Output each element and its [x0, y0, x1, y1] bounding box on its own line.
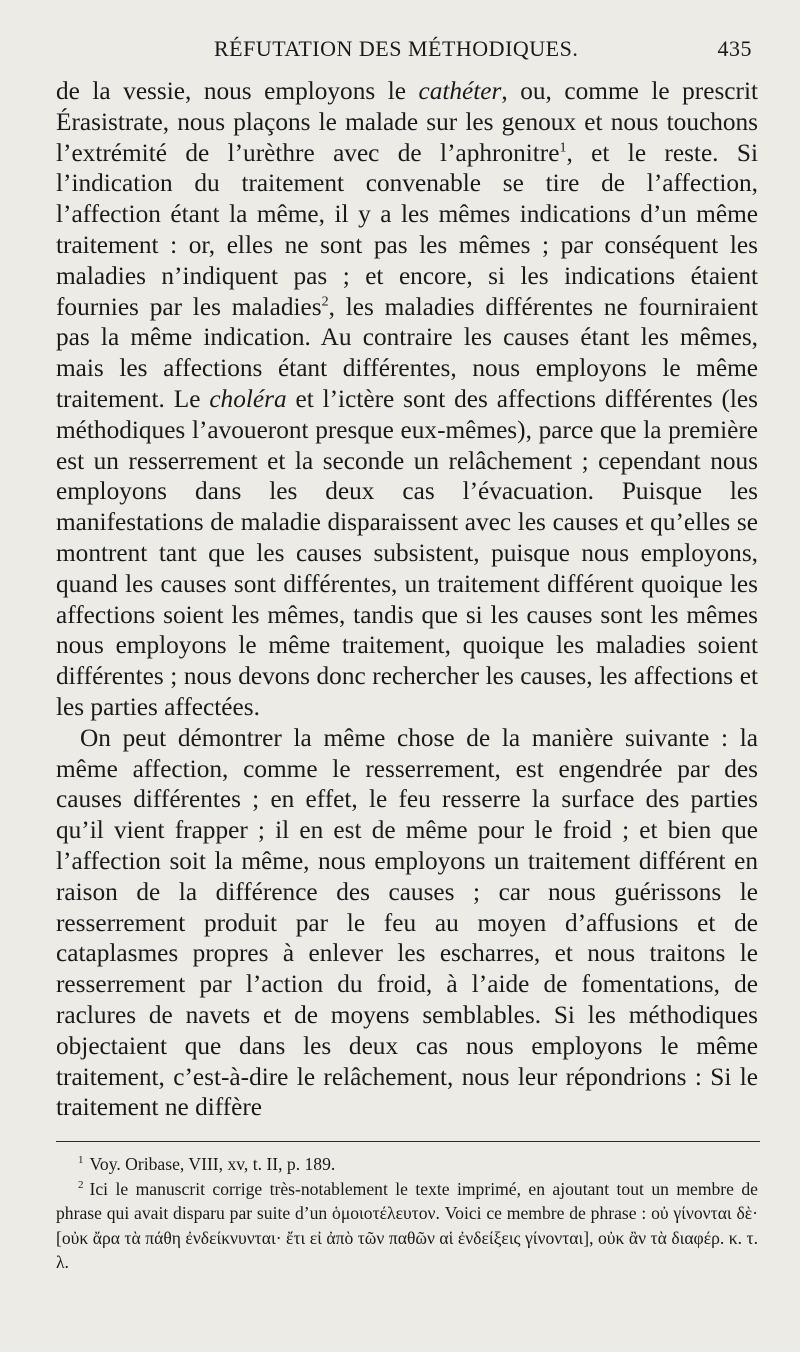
text-run: , les maladies différentes ne fourniraient pas la même indication. Au contraire les causes étant les mêmes, mais les affections étant différentes, nous employons le même traitement. Le: [56, 292, 758, 413]
text-run: , ou, comme le prescrit Érasistrate, nous plaçons le malade sur les genoux et nous touchons l’extrémité de l’urèthre avec de l’aphronitre: [56, 77, 759, 167]
footnote-2: [56, 1177, 758, 1275]
running-head: [56, 36, 758, 76]
footnote-text-1: Voy. Oribase, VIII, xv, t. II, p. 189.: [89, 1154, 336, 1175]
paragraph-1: [56, 76, 758, 723]
page-number: 435: [717, 36, 752, 61]
text-run: , et le reste. Si l’indication du traitement convenable se tire de l’affection, l’affection étant la même, il y a les mêmes indications d’un même traitement : or, elles ne sont pas les mêmes ; par conséquent les maladies n’indiquent pas ; et encore, si les indications étaient fournies par les maladies: [56, 138, 758, 321]
paragraph-2: On peut démontrer la même chose de la manière suivante : la même affection, comme le resserrement, est engendrée par des causes différentes ; en effet, le feu resserre la surface des parties qu’il vient frapper ; il en est de même pour le froid ; et bien que l’affection soit la même, nous employons un traitement différent en raison de la différence des causes ; car nous guérissons le resserrement produit par le feu au moyen d’affusions et de cataplasmes propres à enlever les escharres, et nous traitons le resserrement par l’action du froid, à l’aide de fomentations, de raclures de navets et de moyens semblables. Si les méthodiques objectaient que dans les deux cas nous employons le même traitement, c’est-à-dire le relâchement, nous leur répondrions : Si le traitement ne diffère: [56, 723, 758, 1122]
italic-term-catheter: cathéter: [418, 77, 502, 105]
text-run: et l’ictère sont des affections différentes (les méthodiques l’avoueront presque eux-mêmes), parce que la première est un resserrement et la seconde un relâchement ; cependant nous employons dans les deux cas l’évacuation. Puisque les manifestations de maladie disparaissent avec les causes et qu’elles se montrent tant que les causes subsistent, puisque nous employons, quand les causes sont différentes, un traitement différent quoique les affections soient les mêmes, tandis que si les causes sont les mêmes nous employons le même traitement, quoique les maladies soient différentes ; nous devons donc rechercher les causes, les affections et les parties affectées.: [56, 384, 758, 721]
italic-term-cholera: choléra: [209, 384, 287, 413]
footnote-mark-2: 2: [78, 1178, 84, 1191]
footnote-1: [56, 1152, 758, 1177]
text-run: de la vessie, nous employons le: [56, 77, 419, 105]
footnote-divider: [56, 1141, 760, 1142]
footnote-mark-1: 1: [78, 1154, 84, 1167]
main-text: [56, 76, 758, 1123]
footnote-reference-1[interactable]: 1: [559, 140, 567, 156]
footnotes: [56, 1152, 758, 1275]
footnote-reference-2[interactable]: 2: [321, 294, 329, 310]
footnote-text-2: Ici le manuscrit corrige très-notablement le texte imprimé, en ajoutant tout un membre de phrase qui avait disparu par suite d’un ὁμοιοτέλευτον. Voici ce membre de phrase : οὐ γίνονται δὲ· [οὐκ ἄρα τὰ πάθη ἐνδείκνυνται· ἔτι εἰ ἀπὸ τῶν παθῶν αἱ ἐνδείξεις γίνονται], οὐκ ἂν τὰ διαφέρ. κ. τ. λ.: [56, 1178, 758, 1273]
running-title: RÉFUTATION DES MÉTHODIQUES.: [214, 36, 579, 61]
